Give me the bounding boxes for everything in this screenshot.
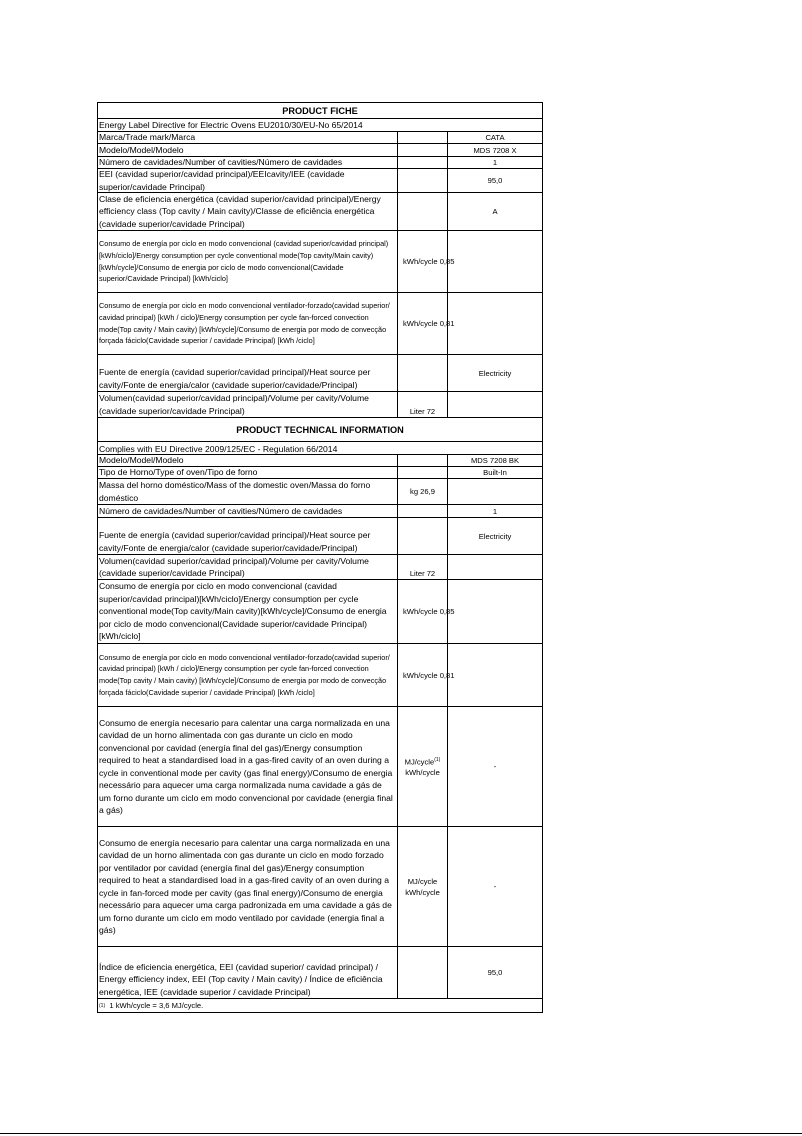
tech-gas-conventional-unit-mj: MJ/cycle xyxy=(404,757,435,767)
tech-eei-row xyxy=(98,947,542,999)
tech-directive: Complies with EU Directive 2009/125/EC - Regulation 66/2014 xyxy=(99,444,338,454)
tech-eei-value: 95,0 xyxy=(487,968,503,977)
tech-title-row xyxy=(98,418,542,442)
tech-conventional-unit-text: kWh/cycle 0,85 xyxy=(403,607,455,616)
fiche-model-unit xyxy=(398,144,448,156)
tech-gas-conventional-footnote-ref: (1) xyxy=(434,756,441,763)
tech-gas-conventional-value: - xyxy=(493,762,497,771)
fiche-class-label: Clase de eficiencia energética (cavidad superior/cavidad principal)/Energy efficiency class (Top cavity / Main cavity)/Classe de eficiência energética (cavidade superior/cavidade Principal) xyxy=(98,193,398,230)
tech-eei-label: Índice de eficiencia energética, EEI (cavidad superior/ cavidad principal) / Energy efficiency index, EEI (Top cavity / Main cavity) / Índice de eficiência energética, IEE (cavidade superior / cavidade Principal) xyxy=(98,947,398,998)
tech-conventional-label: Consumo de energía por ciclo en modo convencional (cavidad superior/cavidad principal)[kWh/ciclo]/Energy consumption per cycle conventional mode(Top cavity/Main cavity)[kWh/cycle]/Consumo de energia por ciclo de modo convencional(Cavidade superior/cavidade Principal) [kWh/ciclo] xyxy=(98,580,398,643)
fiche-heat-unit xyxy=(398,355,448,391)
tech-volume-unit: Liter 72 xyxy=(398,555,448,579)
tech-gas-fan-row xyxy=(98,827,542,947)
page-bottom-rule xyxy=(0,1133,802,1134)
tech-model-value: MDS 7208 BK xyxy=(470,456,520,465)
tech-model-unit xyxy=(398,455,448,466)
fiche-volume-unit: Liter 72 xyxy=(398,392,448,417)
product-document xyxy=(97,102,543,1013)
fiche-directive: Energy Label Directive for Electric Ovens EU2010/30/EU-No 65/2014 xyxy=(99,120,363,130)
tech-heat-unit xyxy=(398,518,448,554)
fiche-title: PRODUCT FICHE xyxy=(282,105,358,116)
fiche-conventional-row xyxy=(98,231,542,293)
tech-fan-value xyxy=(448,644,542,706)
trade-mark-unit xyxy=(398,132,448,143)
fiche-eei-label: EEI (cavidad superior/cavidad principal)/EEIcavity/IEE (cavidade superior/cavidade Principal) xyxy=(98,169,398,192)
tech-mass-row xyxy=(98,479,542,505)
fiche-volume-row xyxy=(98,392,542,418)
fiche-trade-mark-row xyxy=(98,132,542,144)
footnote-mark: (1) xyxy=(99,1002,106,1009)
fiche-cavities-value: 1 xyxy=(492,158,498,167)
tech-type-unit xyxy=(398,467,448,478)
tech-heat-row xyxy=(98,518,542,555)
fiche-volume-label: Volumen(cavidad superior/cavidad principal)/Volume per cavity/Volume (cavidade superior/cavidade Principal) xyxy=(98,392,398,417)
tech-gas-fan-value: - xyxy=(493,882,497,891)
fiche-fan-unit-text: kWh/cycle 0,81 xyxy=(403,319,455,328)
fiche-eei-value: 95,0 xyxy=(487,176,503,185)
tech-cavities-label: Número de cavidades/Number of cavities/Número de cavidades xyxy=(98,505,398,517)
fiche-class-row xyxy=(98,193,542,231)
tech-eei-unit xyxy=(398,947,448,998)
fiche-conventional-unit-text: kWh/cycle 0,85 xyxy=(403,257,455,266)
tech-directive-row xyxy=(98,442,542,455)
fiche-cavities-label: Número de cavidades/Number of cavities/Número de cavidades xyxy=(98,157,398,168)
fiche-fan-label: Consumo de energía por ciclo en modo convencional ventilador-forzado(cavidad superior/ cavidad principal) [kWh / ciclo]/Energy consumption per cycle fan-forced convection mode(Top cavity / Main cavity) [kWh/cycle]/Consumo de energia por modo de convecção forçada fáciclo(Cavidade superior / cavidade Principal) [kWh /ciclo] xyxy=(98,293,398,354)
tech-volume-row xyxy=(98,555,542,580)
fiche-heat-row xyxy=(98,355,542,392)
tech-mass-value xyxy=(448,479,542,504)
tech-title: PRODUCT TECHNICAL INFORMATION xyxy=(236,424,404,435)
fiche-cavities-unit xyxy=(398,157,448,168)
tech-gas-fan-unit-stack xyxy=(405,876,440,898)
tech-gas-conventional-row xyxy=(98,707,542,827)
tech-gas-conventional-label: Consumo de energía necesario para calentar una carga normalizada en una cavidad de un horno alimentada con gas durante un ciclo en modo convencional por cavidad (energía final del gas)/Energy consumption required to heat a standardised load in a gas-fired cavity of an oven during a cycle in conventional mode per cavity (gas final energy)/Consumo de energia necessário para aquecer uma carga normalizada numa cavidade a gás de um forno durante um ciclo em modo convencional por cavidade (energia final a gás) xyxy=(98,707,398,826)
fiche-model-value: MDS 7208 X xyxy=(473,145,517,155)
tech-gas-conventional-unit-stack xyxy=(405,755,441,779)
trade-mark-label: Marca/Trade mark/Marca xyxy=(98,132,398,143)
tech-conventional-value xyxy=(448,580,542,643)
fiche-heat-label: Fuente de energía (cavidad superior/cavidad principal)/Heat source per cavity/Fonte de energia/calor (cavidade superior/cavidade/Principal) xyxy=(98,355,398,391)
fiche-fan-value xyxy=(448,293,542,354)
tech-volume-value xyxy=(448,555,542,579)
tech-model-label: Modelo/Model/Modelo xyxy=(98,455,398,466)
fiche-heat-value: Electricity xyxy=(478,368,512,378)
fiche-fan-row xyxy=(98,293,542,355)
tech-gas-fan-label: Consumo de energía necesario para calentar una carga normalizada en una cavidad de un horno alimentada con gas durante un ciclo en modo forzado por ventilador por cavidad (energía final del gas)/Energy consumption required to heat a standardised load in a gas-fired cavity of an oven during a cycle in fan-forced mode per cavity (gas final energy)/Consumo de energia necessário para aquecer uma carga padronizada em uma cavidade a gás de um forno durante um ciclo em modo ventilado por cavidade (energia final a gás) xyxy=(98,827,398,946)
fiche-eei-row xyxy=(98,169,542,193)
tech-conventional-row xyxy=(98,580,542,644)
fiche-conventional-unit xyxy=(398,231,455,292)
tech-gas-fan-unit xyxy=(398,827,448,946)
tech-fan-unit-text: kWh/cycle 0,81 xyxy=(403,670,455,680)
tech-type-label: Tipo de Horno/Type of oven/Tipo de forno xyxy=(98,467,398,478)
tech-mass-unit: kg 26,9 xyxy=(398,479,448,504)
tech-cavities-row xyxy=(98,505,542,518)
tech-type-value: Built-In xyxy=(483,468,507,477)
tech-gas-conventional-unit-kwh: kWh/cycle xyxy=(405,768,440,778)
fiche-conventional-value xyxy=(448,231,542,292)
fiche-conventional-label: Consumo de energía por ciclo en modo convencional (cavidad superior/cavidad principal)[kWh/ciclo]/Energy consumption per cycle conventional mode(Top cavity/Main cavity)[kWh/cycle]/Consumo de energia por ciclo de modo convencional(Cavidade superior/Cavidade Principal) [kWh/ciclo] xyxy=(98,231,398,292)
tech-type-row xyxy=(98,467,542,479)
footnote-text: 1 kWh/cycle = 3,6 MJ/cycle. xyxy=(109,1001,204,1010)
tech-gas-conventional-unit xyxy=(398,707,448,826)
tech-fan-unit xyxy=(398,644,455,706)
tech-footnote-row xyxy=(98,999,542,1012)
fiche-title-row xyxy=(98,103,542,119)
tech-fan-label: Consumo de energía por ciclo en modo convencional ventilador-forzado(cavidad superior/ cavidad principal) [kWh / ciclo]/Energy consumption per cycle fan-forced convection mode(Top cavity / Main cavity) [kWh/cycle]/Consumo de energia por modo de convecção forçada fáciclo(Cavidade superior / cavidade Principal) [kWh /ciclo] xyxy=(98,644,398,706)
tech-model-row xyxy=(98,455,542,467)
fiche-class-unit xyxy=(398,193,448,230)
tech-conventional-unit xyxy=(398,580,455,643)
fiche-fan-unit xyxy=(398,293,455,354)
fiche-directive-row xyxy=(98,119,542,132)
tech-heat-label: Fuente de energía (cavidad superior/cavidad principal)/Heat source per cavity/Fonte de energia/calor (cavidade superior/cavidade/Principal) xyxy=(98,518,398,554)
tech-fan-row xyxy=(98,644,542,707)
fiche-model-row xyxy=(98,144,542,157)
tech-footnote xyxy=(98,999,542,1012)
fiche-class-value: A xyxy=(492,207,498,216)
fiche-volume-value xyxy=(448,392,542,417)
tech-gas-fan-unit-mj: MJ/cycle xyxy=(407,876,438,886)
trade-mark-value: CATA xyxy=(485,133,505,142)
tech-mass-label: Massa del horno doméstico/Mass of the domestic oven/Massa do forno doméstico xyxy=(98,479,398,504)
fiche-model-label: Modelo/Model/Modelo xyxy=(98,144,398,156)
tech-volume-label: Volumen(cavidad superior/cavidad principal)/Volume per cavity/Volume (cavidade superior/cavidade Principal) xyxy=(98,555,398,579)
tech-cavities-value: 1 xyxy=(492,506,498,516)
fiche-eei-unit xyxy=(398,169,448,192)
tech-heat-value: Electricity xyxy=(478,531,512,541)
tech-gas-fan-unit-kwh: kWh/cycle xyxy=(405,887,440,897)
tech-cavities-unit xyxy=(398,505,448,517)
